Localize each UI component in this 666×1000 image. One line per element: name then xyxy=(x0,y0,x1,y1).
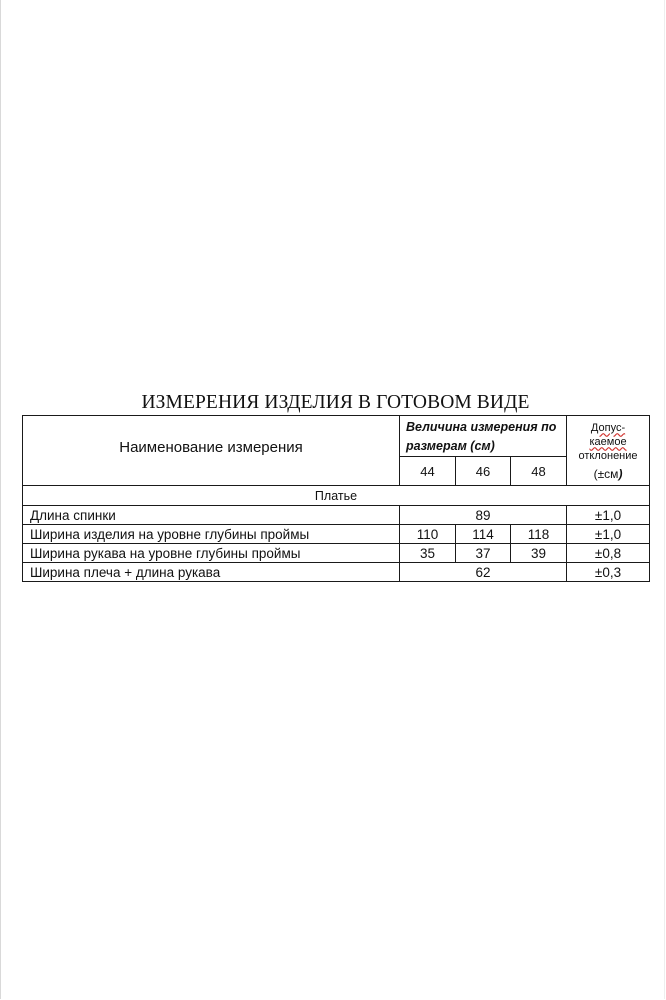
row-name: Ширина плеча + длина рукава xyxy=(23,563,400,582)
measurements-table xyxy=(22,415,650,582)
row-value-46: 37 xyxy=(456,544,511,563)
tolerance-line-4 xyxy=(567,467,649,481)
table-row xyxy=(23,563,650,582)
row-value-48: 118 xyxy=(511,525,567,544)
header-tolerance xyxy=(567,416,650,486)
tolerance-line-2: каемое xyxy=(589,435,627,448)
table-row xyxy=(23,544,650,563)
tolerance-unit: (±см xyxy=(593,466,619,481)
table-row xyxy=(23,506,650,525)
tolerance-unit-close: ) xyxy=(618,466,623,481)
row-name: Ширина изделия на уровне глубины проймы xyxy=(23,525,400,544)
row-tolerance: ±1,0 xyxy=(567,506,650,525)
row-value-44: 35 xyxy=(400,544,456,563)
row-value-44: 110 xyxy=(400,525,456,544)
table-row xyxy=(23,525,650,544)
tolerance-line-1: Допус- xyxy=(590,421,626,434)
row-name: Ширина рукава на уровне глубины проймы xyxy=(23,544,400,563)
tolerance-line-3: отклонение xyxy=(578,449,638,462)
size-44: 44 xyxy=(400,457,456,486)
row-tolerance: ±0,3 xyxy=(567,563,650,582)
row-tolerance: ±1,0 xyxy=(567,525,650,544)
size-48: 48 xyxy=(511,457,567,486)
row-value-merged: 62 xyxy=(400,563,567,582)
row-tolerance: ±0,8 xyxy=(567,544,650,563)
row-value-merged: 89 xyxy=(400,506,567,525)
document-title: ИЗМЕРЕНИЯ ИЗДЕЛИЯ В ГОТОВОМ ВИДЕ xyxy=(141,392,530,413)
section-row xyxy=(23,486,650,506)
header-size-values: Величина измерения по размерам (см) xyxy=(400,416,567,457)
header-measurement-name: Наименование измерения xyxy=(23,416,400,486)
section-title: Платье xyxy=(23,486,650,506)
row-value-48: 39 xyxy=(511,544,567,563)
table-header-row xyxy=(23,416,650,457)
row-name: Длина спинки xyxy=(23,506,400,525)
row-value-46: 114 xyxy=(456,525,511,544)
size-46: 46 xyxy=(456,457,511,486)
